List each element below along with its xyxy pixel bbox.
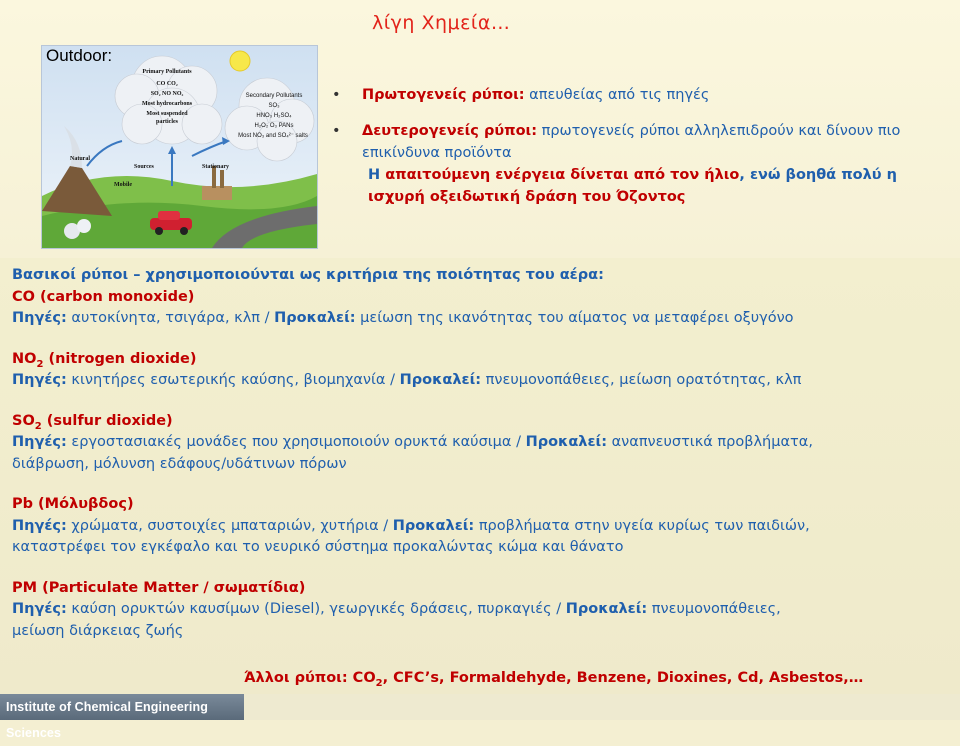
sources-label: Πηγές: bbox=[12, 601, 67, 617]
bullet-term: Πρωτογενείς ρύποι: bbox=[362, 87, 525, 103]
outdoor-pollution-illustration bbox=[41, 45, 318, 249]
slide-title: λίγη Χημεία… bbox=[372, 12, 511, 34]
no2-sources-line bbox=[12, 370, 952, 392]
no2-title-a: NO bbox=[12, 350, 37, 367]
label-mobile: Mobile bbox=[114, 182, 132, 188]
primary-row-3: Most hydrocarbons bbox=[141, 101, 193, 107]
so2-line-2: διάβρωση, μόλυνση εδάφους/υδάτινων πόρων bbox=[12, 455, 347, 472]
other-pollutants bbox=[244, 670, 864, 689]
label-sources: Sources bbox=[134, 164, 154, 170]
extra-part-3: , ενώ βοηθά πολύ η bbox=[739, 167, 897, 183]
co-title: CO (carbon monoxide) bbox=[12, 288, 195, 305]
bullet-secondary bbox=[328, 120, 948, 164]
causes-label: Προκαλεί: bbox=[399, 372, 482, 388]
primary-row-1: CO CO₂ bbox=[156, 81, 178, 87]
primary-row-5: particles bbox=[156, 119, 178, 125]
so2-sources-line bbox=[12, 432, 952, 454]
sources-label: Πηγές: bbox=[12, 517, 67, 534]
outdoor-label: Outdoor: bbox=[46, 46, 113, 65]
co-causes: μείωση της ικανότητας του αίματος να μεταφέρει οξυγόνο bbox=[355, 310, 794, 326]
pollutant-list bbox=[12, 265, 952, 642]
pb-causes: προβλήματα στην υγεία κυρίως των παιδιών, bbox=[474, 517, 810, 534]
so2-title-a: SO bbox=[12, 412, 35, 429]
bullet-dot: • bbox=[332, 123, 341, 139]
no2-title bbox=[12, 349, 952, 371]
causes-label: Προκαλεί: bbox=[274, 310, 356, 326]
secondary-pollutants-title: Secondary Pollutants bbox=[245, 93, 303, 99]
secondary-row-1: SO₃ bbox=[268, 103, 280, 109]
extra-part-2: απαιτούμενη ενέργεια δίνεται από τον ήλιο bbox=[385, 167, 740, 183]
bullet-text: πρωτογενείς ρύποι αλληλεπιδρούν και δίνουν πιο επικίνδυνα προϊόντα bbox=[362, 123, 901, 161]
others-sub: 2 bbox=[375, 677, 383, 689]
label-natural: Natural bbox=[70, 156, 90, 162]
no2-title-b: (nitrogen dioxide) bbox=[43, 350, 197, 367]
footer bbox=[0, 694, 960, 740]
label-stationary: Stationary bbox=[202, 164, 229, 170]
pb-sources: χρώματα, συστοιχίες μπαταριών, χυτήρια / bbox=[66, 517, 393, 534]
so2-title bbox=[12, 411, 952, 433]
pm-line-2: μείωση διάρκειας ζωής bbox=[12, 622, 184, 639]
bullet-text: απευθείας από τις πηγές bbox=[524, 87, 710, 103]
primary-row-4: Most suspended bbox=[146, 111, 188, 117]
causes-label: Προκαλεί: bbox=[392, 517, 475, 534]
secondary-row-4: Most NO₃ and SO₄²⁻ salts bbox=[238, 133, 308, 139]
bullet-list bbox=[328, 84, 948, 208]
others-prefix: Άλλοι ρύποι: CO bbox=[244, 670, 376, 686]
secondary-row-3: H₂O₂ O₃ PANs bbox=[254, 123, 294, 129]
institute-label: Institute of Chemical Engineering Sciences bbox=[0, 694, 244, 720]
bullet-term: Δευτερογενείς ρύποι: bbox=[362, 123, 537, 139]
pm-sources-line bbox=[12, 599, 952, 621]
pm-sources: καύση ορυκτών καυσίμων (Diesel), γεωργικές δράσεις, πυρκαγιές / bbox=[66, 601, 566, 617]
no2-sources: κινητήρες εσωτερικής καύσης, βιομηχανία / bbox=[66, 372, 400, 388]
extra-part-1: Η bbox=[368, 167, 386, 183]
pm-causes: πνευμονοπάθειες, bbox=[647, 601, 781, 617]
so2-causes: αναπνευστικά προβλήματα, bbox=[607, 434, 813, 450]
so2-sources: εργοστασιακές μονάδες που χρησιμοποιούν ορυκτά καύσιμα / bbox=[66, 434, 526, 450]
bullet-dot: • bbox=[332, 87, 341, 103]
no2-causes: πνευμονοπάθειες, μείωση ορατότητας, κλπ bbox=[481, 372, 802, 388]
so2-sub: 2 bbox=[34, 420, 42, 432]
so2-title-b: (sulfur dioxide) bbox=[41, 412, 173, 429]
illustration-graphic bbox=[42, 46, 317, 248]
secondary-row-2: HNO₃ H₂SO₄ bbox=[256, 113, 292, 119]
sources-label: Πηγές: bbox=[12, 434, 67, 450]
sources-label: Πηγές: bbox=[12, 310, 67, 326]
extra-part-4: ισχυρή οξειδωτική δράση του Όζοντος bbox=[368, 189, 686, 205]
intro-line: Βασικοί ρύποι – χρησιμοποιούνται ως κριτήρια της ποιότητας του αέρα: bbox=[12, 267, 604, 283]
co-sources: αυτοκίνητα, τσιγάρα, κλπ / bbox=[66, 310, 275, 326]
primary-pollutants-title: Primary Pollutants bbox=[142, 69, 192, 75]
primary-row-2: SO₂ NO NO₂ bbox=[150, 91, 184, 97]
pb-sources-line bbox=[12, 516, 952, 538]
others-rest: , CFC’s, Formaldehyde, Benzene, Dioxines, Cd, Asbestos,… bbox=[382, 670, 864, 686]
bullet-extra bbox=[328, 164, 948, 208]
pm-title: PM (Particulate Matter / σωματίδια) bbox=[12, 579, 306, 596]
no2-sub: 2 bbox=[36, 358, 44, 370]
pb-title: Pb (Μόλυβδος) bbox=[12, 496, 134, 512]
pb-line-2: καταστρέφει τον εγκέφαλο και το νευρικό σύστημα προκαλώντας κώμα και θάνατο bbox=[12, 539, 624, 555]
co-sources-line bbox=[12, 308, 952, 330]
causes-label: Προκαλεί: bbox=[525, 434, 607, 450]
sources-label: Πηγές: bbox=[12, 372, 67, 388]
causes-label: Προκαλεί: bbox=[565, 601, 648, 617]
bullet-primary bbox=[328, 84, 948, 106]
